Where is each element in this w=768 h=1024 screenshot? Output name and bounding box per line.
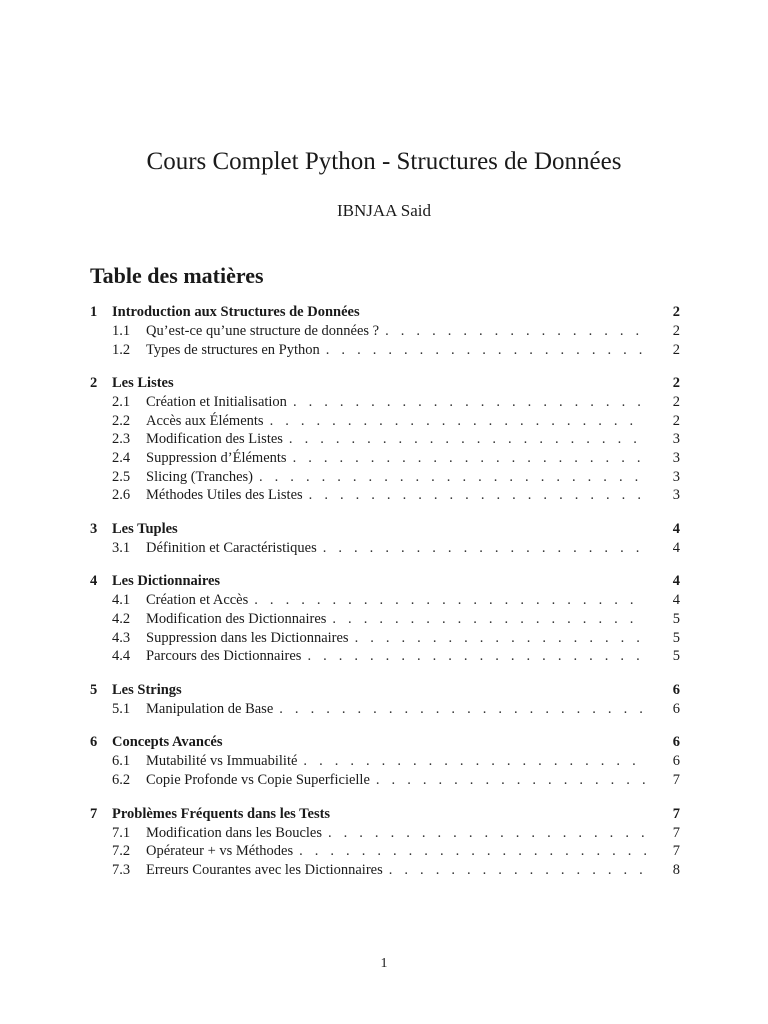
toc-dot-leader <box>309 486 646 505</box>
toc-subsection-number: 2.5 <box>112 468 131 485</box>
toc-subsection-number: 5.1 <box>112 700 131 717</box>
toc-entry-subsection[interactable] <box>90 393 680 412</box>
document-title: Cours Complet Python - Structures de Données <box>146 148 622 175</box>
toc-subsection-number: 2.2 <box>112 412 131 429</box>
toc-entry-subsection[interactable] <box>90 412 680 431</box>
toc-section-page: 6 <box>672 681 680 698</box>
toc-dot-leader <box>385 322 646 341</box>
toc-subsection-number: 4.3 <box>112 629 131 646</box>
toc-subsection-number: 2.1 <box>112 394 131 411</box>
toc-subsection-number: 6.1 <box>112 753 131 770</box>
toc-section-number: 5 <box>90 681 98 698</box>
toc-section <box>90 805 680 880</box>
toc-dot-leader <box>307 647 646 666</box>
toc-subsection-page: 2 <box>672 341 680 358</box>
toc-subsection-label: Mutabilité vs Immuabilité <box>146 753 298 770</box>
toc-section-number: 4 <box>90 573 98 590</box>
toc-dot-leader <box>254 591 646 610</box>
toc-subsection-page: 4 <box>672 539 680 556</box>
toc-entry-subsection[interactable] <box>90 610 680 629</box>
toc-subsection-label: Modification des Listes <box>146 431 283 448</box>
toc-dot-leader <box>293 393 646 412</box>
toc-subsection-page: 5 <box>672 648 680 665</box>
toc-subsection-label: Modification des Dictionnaires <box>146 610 327 627</box>
toc-dot-leader <box>279 700 646 719</box>
toc-entry-subsection[interactable] <box>90 449 680 468</box>
toc-entry-subsection[interactable] <box>90 861 680 880</box>
toc-dot-leader <box>289 430 646 449</box>
toc-subsection-page: 2 <box>672 412 680 429</box>
toc-dot-leader <box>332 610 646 629</box>
toc-dot-leader <box>293 449 646 468</box>
toc-dot-leader <box>328 824 646 843</box>
toc-dot-leader <box>376 771 646 790</box>
toc-subsection-page: 3 <box>672 431 680 448</box>
toc-entry-section[interactable] <box>90 374 680 393</box>
toc-section-number: 1 <box>90 304 98 320</box>
document-author: IBNJAA Said <box>337 201 431 220</box>
toc-subsection-number: 4.2 <box>112 610 131 627</box>
page-number: 1 <box>380 956 388 971</box>
toc-entry-subsection[interactable] <box>90 539 680 558</box>
toc-entry-subsection[interactable] <box>90 647 680 666</box>
toc-entry-section[interactable] <box>90 572 680 591</box>
toc-subsection-number: 7.2 <box>112 843 131 860</box>
toc-subsection-label: Manipulation de Base <box>146 700 274 717</box>
toc-section-number: 6 <box>90 734 98 751</box>
toc-subsection-label: Méthodes Utiles des Listes <box>146 487 303 504</box>
toc-subsection-number: 2.3 <box>112 431 131 448</box>
toc-subsection-label: Slicing (Tranches) <box>146 468 253 485</box>
toc-section-page: 2 <box>672 375 680 392</box>
toc-heading: Table des matières <box>90 263 264 288</box>
toc-entry-section[interactable] <box>90 303 680 322</box>
toc-subsection-label: Suppression dans les Dictionnaires <box>146 629 349 646</box>
toc-subsection-number: 1.1 <box>112 323 131 339</box>
toc-subsection-label: Suppression d’Éléments <box>146 449 287 466</box>
toc-entry-subsection[interactable] <box>90 842 680 861</box>
toc-dot-leader <box>355 629 646 648</box>
toc-subsection-label: Opérateur + vs Méthodes <box>146 843 294 860</box>
toc-subsection-page: 6 <box>672 753 680 770</box>
toc-subsection-page: 4 <box>672 592 680 609</box>
toc-subsection-page: 3 <box>672 449 680 466</box>
toc-subsection-page: 5 <box>672 629 680 646</box>
toc-section <box>90 681 680 719</box>
toc-subsection-page: 5 <box>672 610 680 627</box>
toc-subsection-page: 7 <box>672 843 680 860</box>
toc-entry-subsection[interactable] <box>90 752 680 771</box>
toc-subsection-page: 7 <box>672 771 680 788</box>
toc-entry-subsection[interactable] <box>90 341 680 360</box>
toc-dot-leader <box>323 539 646 558</box>
toc-dot-leader <box>270 412 646 431</box>
toc-entry-subsection[interactable] <box>90 322 680 341</box>
toc-subsection-label: Parcours des Dictionnaires <box>146 648 302 665</box>
toc-dot-leader <box>326 341 646 360</box>
toc-entry-subsection[interactable] <box>90 468 680 487</box>
toc-subsection-number: 4.1 <box>112 592 131 609</box>
toc-entry-subsection[interactable] <box>90 430 680 449</box>
toc-dot-leader <box>389 861 646 880</box>
toc-section-page: 4 <box>672 520 680 537</box>
toc-subsection-label: Erreurs Courantes avec les Dictionnaires <box>146 861 383 878</box>
toc-subsection-label: Types de structures en Python <box>146 341 320 358</box>
toc-section-number: 3 <box>90 520 98 537</box>
toc-dot-leader <box>299 842 646 861</box>
toc-subsection-page: 8 <box>672 861 680 878</box>
toc-section-number: 2 <box>90 375 98 392</box>
toc-subsection-number: 1.2 <box>112 341 131 358</box>
toc-subsection-number: 4.4 <box>112 648 131 665</box>
toc-section-label: Les Tuples <box>112 520 178 537</box>
toc-subsection-label: Création et Initialisation <box>146 394 287 411</box>
toc-section-label: Concepts Avancés <box>112 734 223 751</box>
toc-section-number: 7 <box>90 805 98 822</box>
toc-subsection-page: 3 <box>672 468 680 485</box>
toc-dot-leader <box>259 468 646 487</box>
toc-subsection-page: 3 <box>672 487 680 504</box>
toc-subsection-number: 2.6 <box>112 487 131 504</box>
toc-section-page: 2 <box>672 304 680 320</box>
toc-section <box>90 520 680 558</box>
toc-subsection-page: 2 <box>672 394 680 411</box>
toc-section-label: Problèmes Fréquents dans les Tests <box>112 805 331 822</box>
toc-section <box>90 572 680 665</box>
toc-entry-subsection[interactable] <box>90 824 680 843</box>
toc-entry-section[interactable] <box>90 681 680 700</box>
toc-entry-subsection[interactable] <box>90 629 680 648</box>
toc-subsection-number: 7.3 <box>112 861 131 878</box>
toc-subsection-label: Qu’est-ce qu’une structure de données ? <box>146 323 380 339</box>
toc-section-label: Les Strings <box>112 681 182 698</box>
toc-entry-subsection[interactable] <box>90 591 680 610</box>
toc-section-label: Les Listes <box>112 375 174 392</box>
toc-dot-leader <box>303 752 646 771</box>
toc-subsection-label: Copie Profonde vs Copie Superficielle <box>146 771 370 788</box>
toc-subsection-number: 2.4 <box>112 449 131 466</box>
table-of-contents <box>90 303 680 894</box>
toc-subsection-page: 6 <box>672 700 680 717</box>
toc-section-page: 4 <box>672 573 680 590</box>
toc-entry-subsection[interactable] <box>90 771 680 790</box>
toc-section-label: Introduction aux Structures de Données <box>112 304 360 320</box>
toc-subsection-page: 2 <box>672 323 680 339</box>
toc-section-page: 7 <box>672 805 680 822</box>
toc-subsection-label: Modification dans les Boucles <box>146 824 322 841</box>
toc-entry-subsection[interactable] <box>90 700 680 719</box>
toc-subsection-page: 7 <box>672 824 680 841</box>
toc-subsection-label: Accès aux Éléments <box>146 412 264 429</box>
toc-entry-subsection[interactable] <box>90 486 680 505</box>
toc-subsection-number: 3.1 <box>112 539 131 556</box>
toc-section <box>90 733 680 789</box>
toc-subsection-number: 7.1 <box>112 824 131 841</box>
toc-section <box>90 303 680 359</box>
toc-entry-section[interactable] <box>90 805 680 824</box>
toc-entry-section[interactable] <box>90 733 680 752</box>
toc-section-page: 6 <box>672 734 680 751</box>
toc-entry-section[interactable] <box>90 520 680 539</box>
toc-subsection-label: Définition et Caractéristiques <box>146 539 317 556</box>
toc-section-label: Les Dictionnaires <box>112 573 221 590</box>
toc-subsection-number: 6.2 <box>112 771 131 788</box>
toc-subsection-label: Création et Accès <box>146 592 249 609</box>
toc-section <box>90 374 680 505</box>
